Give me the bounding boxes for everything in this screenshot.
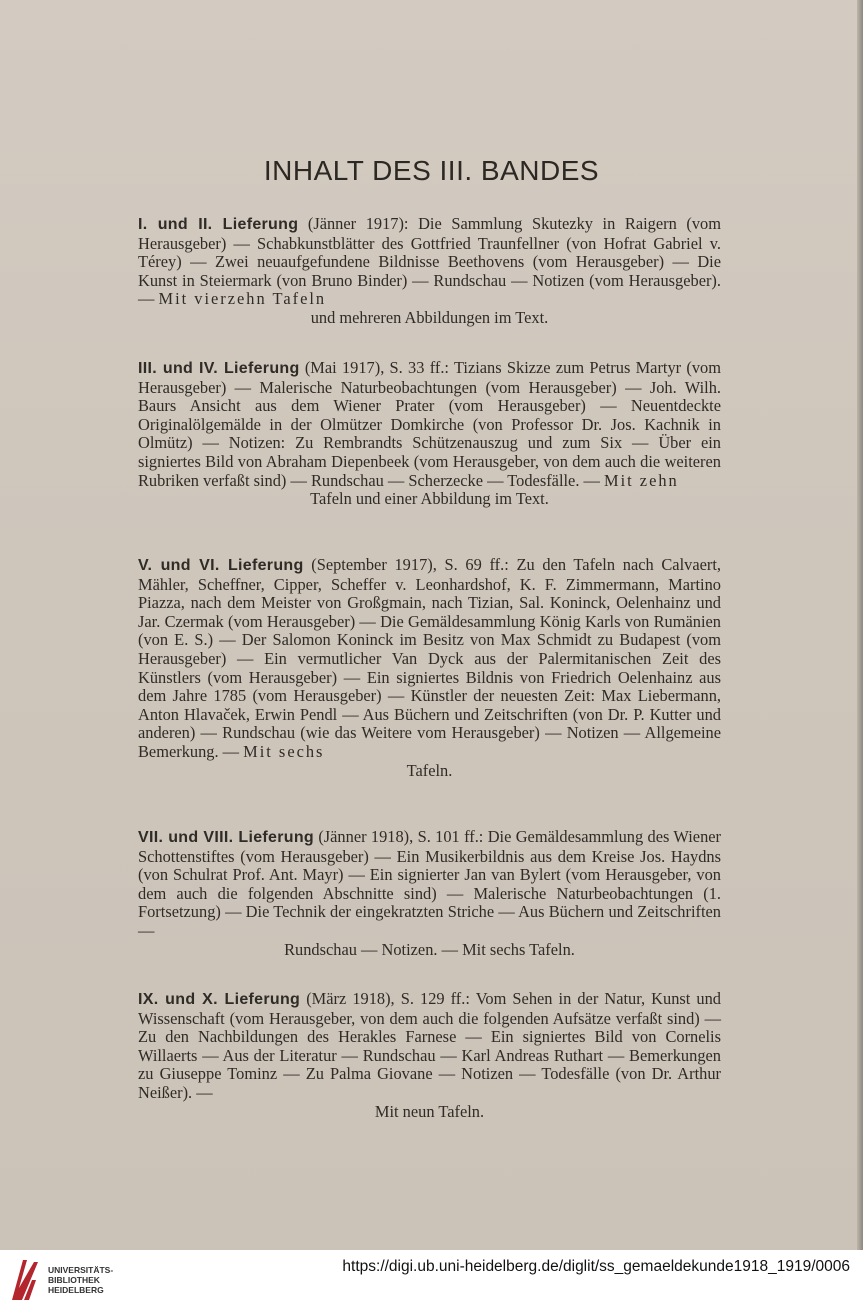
page-title: INHALT DES III. BANDES xyxy=(263,155,600,186)
toc-section-5 xyxy=(138,990,721,1121)
library-name xyxy=(48,1265,113,1295)
section-body: (März 1918), S. 129 ff.: Vom Sehen in der Natur, Kunst und Wissenschaft (vom Herausgeber, von dem auch die folgenden Aufsätze verfaßt sind) — Zu den Nachbildungen des Herakles Farnese — Ein signiertes Bild von Cornelis Willaerts — Aus der Literatur — Rundschau — Karl Andreas Ruthart — Bemerkungen zu Giuseppe Tominz — Zu Palma Giovane — Notizen — Todesfälle (von Dr. Arthur Neißer). — xyxy=(138,989,721,1102)
section-heading: IX. und X. Lieferung xyxy=(138,991,301,1008)
toc-section-4 xyxy=(138,828,721,959)
section-body: (Jänner 1917): Die Sammlung Skutezky in Raigern (vom Herausgeber) — Schabkunstblätter des Gottfried Traunfellner (von Hofrat Gabriel v. Térey) — Zwei neuaufgefundene Bildnisse Beethovens (vom Herausgeber) — Die Kunst in Steiermark (von Bruno Binder) — Rundschau — Notizen (vom Herausgeber). — xyxy=(138,214,721,309)
footer-bar xyxy=(0,1250,863,1311)
page-edge-shadow xyxy=(857,0,863,1250)
toc-section-1 xyxy=(138,215,721,328)
section-tail: Mit neun Tafeln. xyxy=(374,1101,485,1121)
section-heading: V. und VI. Lieferung xyxy=(138,557,304,574)
section-tail: Rundschau — Notizen. — Mit sechs Tafeln. xyxy=(284,939,575,959)
library-name-line: HEIDELBERG xyxy=(48,1285,104,1295)
section-plates: Mit zehn xyxy=(604,470,679,490)
library-name-line: BIBLIOTHEK xyxy=(48,1275,100,1285)
section-plates: Mit sechs xyxy=(243,741,325,761)
section-tail: Tafeln. xyxy=(406,760,453,780)
university-library-logo-icon[interactable] xyxy=(10,1258,40,1302)
toc-section-3 xyxy=(138,556,721,780)
section-plates: Mit vierzehn Tafeln xyxy=(158,289,327,309)
section-body: (Jänner 1918), S. 101 ff.: Die Gemäldesammlung des Wiener Schottenstiftes (vom Herausgeber) — Ein Musikerbildnis aus dem Kreise Jos. Haydns (von Schulrat Prof. Ant. Mayr) — Ein signierter Jan van Bylert (vom Herausgeber, von dem auch die folgenden Abschnitte sind) — Malerische Naturbeobachtungen (1. Fortsetzung) — Die Technik der eingekratzten Striche — Aus Büchern und Zeitschriften — xyxy=(138,827,721,940)
section-body: (September 1917), S. 69 ff.: Zu den Tafeln nach Calvaert, Mähler, Scheffner, Cipper, Scheffer v. Leonhardshof, K. F. Zimmermann, Martino Piazza, nach dem Meister von Großgmain, nach Tizian, Sal. Koninck, Oelenhainz und Jar. Czermak (vom Herausgeber) — Die Gemäldesammlung König Karls von Rumänien (von E. S.) — Der Salomon Koninck im Besitz von Max Schmidt zu Budapest (vom Herausgeber) — Ein vermutlicher Van Dyck aus der Palermitanischen Zeit des Künstlers (vom Herausgeber) — Ein signiertes Bildnis von Friedrich Oelenhainz aus dem Jahre 1785 (vom Herausgeber) — Künstler der neuesten Zeit: Max Liebermann, Anton Hlavaček, Erwin Pendl — Aus Büchern und Zeitschriften (von Dr. P. Kutter und anderen) — Rundschau (wie das Weitere vom Herausgeber) — Notizen — Allgemeine Bemerkung. — xyxy=(138,555,721,761)
section-tail: Tafeln und einer Abbildung im Text. xyxy=(310,489,549,509)
section-body: (Mai 1917), S. 33 ff.: Tizians Skizze zum Petrus Martyr (vom Herausgeber) — Malerische Naturbeobachtungen (vom Herausgeber) — Joh. Wilh. Baurs Ansicht aus dem Wiener Prater (vom Herausgeber) — Neuentdeckte Originalölgemälde in der Olmützer Domkirche (von Professor Dr. Jos. Kachnik in Olmütz) — Notizen: Zu Rembrandts Schützenauszug und zum Six — Über ein signiertes Bild von Abraham Diepenbeek (vom Herausgeber, von dem auch die weiteren Rubriken verfaßt sind) — Rundschau — Scherzecke — Todesfälle. — xyxy=(138,358,721,490)
library-name-line: UNIVERSITÄTS- xyxy=(48,1265,114,1275)
section-heading: VII. und VIII. Lieferung xyxy=(138,829,314,846)
toc-section-2 xyxy=(138,359,721,509)
section-tail: und mehreren Abbildungen im Text. xyxy=(310,307,549,327)
permalink-url[interactable]: https://digi.ub.uni-heidelberg.de/diglit/ss_gemaeldekunde1918_1919/0006 xyxy=(342,1258,850,1275)
section-heading: III. und IV. Lieferung xyxy=(138,360,300,377)
section-heading: I. und II. Lieferung xyxy=(138,216,299,233)
